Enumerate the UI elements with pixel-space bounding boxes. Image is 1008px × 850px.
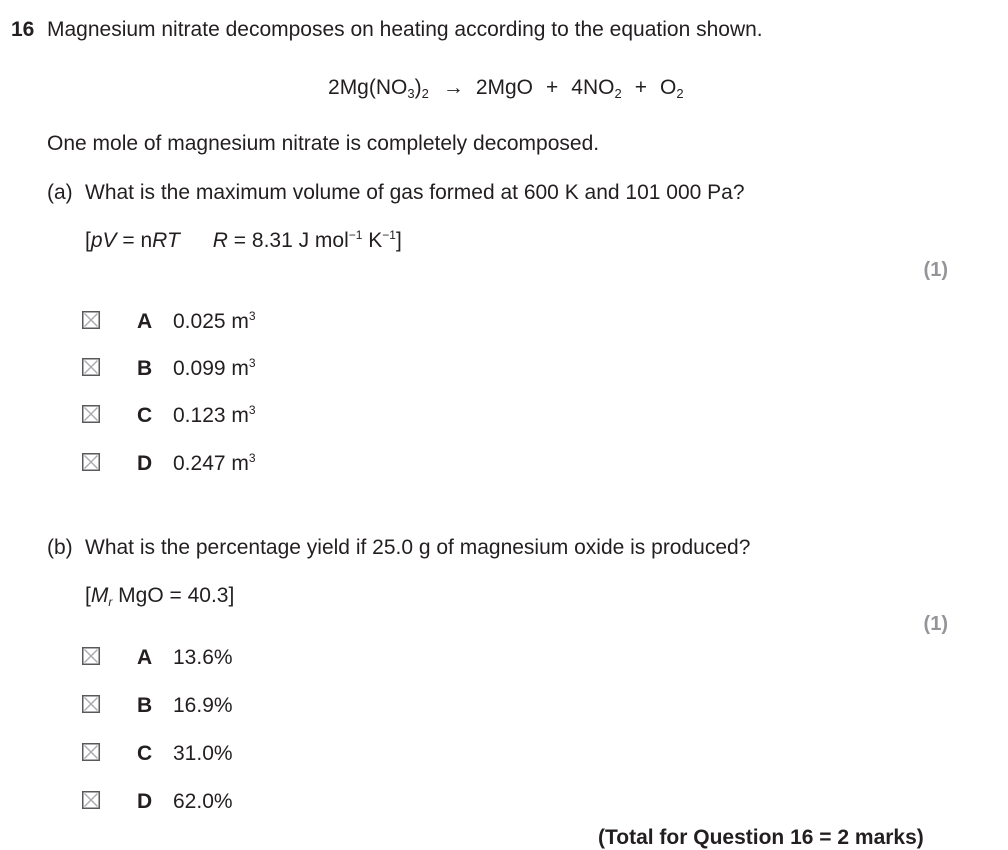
option-letter: C [137, 742, 153, 765]
data-b-r: r [108, 595, 113, 609]
question-number: 16 [11, 18, 35, 41]
data-close-bracket: ] [395, 229, 402, 252]
eq-arrow: → [442, 76, 464, 99]
answer-checkbox-icon[interactable] [82, 311, 100, 329]
question-stem: Magnesium nitrate decomposes on heating according to the equation shown. [47, 18, 763, 41]
option-value: 0.099 m [173, 357, 249, 380]
eq-reactant-sub1: 3 [407, 86, 415, 101]
option-letter: B [137, 694, 153, 717]
part-a-question [47, 181, 745, 205]
eq-plus-1: + [546, 76, 559, 99]
option-text [173, 790, 233, 814]
data-pv: pV [90, 229, 117, 252]
option-text [173, 310, 256, 334]
option-text [173, 404, 256, 428]
eq-product2-sub: 2 [614, 86, 622, 101]
option-unit-exponent: 3 [248, 451, 256, 465]
answer-checkbox-icon[interactable] [82, 647, 100, 665]
option-unit-exponent: 3 [248, 309, 256, 323]
answer-checkbox-icon[interactable] [82, 405, 100, 423]
option-value: 13.6% [173, 646, 233, 669]
option-text [173, 694, 233, 718]
option-letter: D [137, 452, 153, 475]
answer-checkbox-icon[interactable] [82, 358, 100, 376]
data-b-close-bracket: ] [228, 584, 235, 607]
eq-reactant-coef: 2 [328, 76, 340, 99]
option-unit-exponent: 3 [248, 403, 256, 417]
data-sup2: −1 [382, 228, 396, 242]
eq-product2: 4NO [571, 76, 615, 99]
option-text [173, 646, 233, 670]
option-letter: A [137, 646, 153, 669]
data-open-bracket: [ [85, 229, 91, 252]
data-sup1: −1 [348, 228, 363, 242]
data-rt: RT [152, 229, 180, 252]
info-text: One mole of magnesium nitrate is completely decomposed. [47, 132, 600, 155]
option-value: 16.9% [173, 694, 233, 717]
option-value: 0.247 m [173, 452, 249, 475]
part-b-text: What is the percentage yield if 25.0 g of magnesium oxide is produced? [85, 536, 751, 559]
eq-product1: 2MgO [475, 76, 534, 99]
data-b-m: M [90, 584, 109, 607]
eq-reactant-close: ) [414, 76, 422, 99]
data-eq1: = n [116, 229, 153, 252]
option-letter: C [137, 404, 153, 427]
eq-reactant-sub2: 2 [421, 86, 429, 101]
part-b-question [47, 536, 750, 560]
part-b-data [85, 584, 234, 608]
eq-plus-2: + [634, 76, 647, 99]
eq-product3: O [659, 76, 677, 99]
part-b-marks: (1) [923, 613, 948, 635]
option-text [173, 742, 233, 766]
option-text [173, 452, 256, 476]
part-a-text: What is the maximum volume of gas formed at 600 K and 101 000 Pa? [85, 181, 745, 204]
eq-reactant-main: Mg(NO [339, 76, 408, 99]
data-b-mgo: MgO = 40.3 [112, 584, 229, 607]
data-r: R [212, 229, 228, 252]
answer-checkbox-icon[interactable] [82, 453, 100, 471]
data-b-open-bracket: [ [85, 584, 91, 607]
answer-checkbox-icon[interactable] [82, 743, 100, 761]
part-a-data [85, 229, 402, 253]
chemical-equation [328, 76, 684, 100]
data-r-value: = 8.31 J mol [227, 229, 349, 252]
part-a-marks: (1) [923, 259, 948, 281]
part-b-label: (b) [47, 536, 73, 559]
part-a-label: (a) [47, 181, 73, 204]
answer-checkbox-icon[interactable] [82, 791, 100, 809]
total-marks-footer: (Total for Question 16 = 2 marks) [598, 826, 924, 849]
option-value: 31.0% [173, 742, 233, 765]
option-letter: A [137, 310, 153, 333]
option-letter: D [137, 790, 153, 813]
option-value: 0.123 m [173, 404, 249, 427]
answer-checkbox-icon[interactable] [82, 695, 100, 713]
option-value: 62.0% [173, 790, 233, 813]
option-letter: B [137, 357, 153, 380]
data-k: K [362, 229, 383, 252]
eq-product3-sub: 2 [676, 86, 684, 101]
option-unit-exponent: 3 [248, 356, 256, 370]
option-value: 0.025 m [173, 310, 249, 333]
option-text [173, 357, 256, 381]
